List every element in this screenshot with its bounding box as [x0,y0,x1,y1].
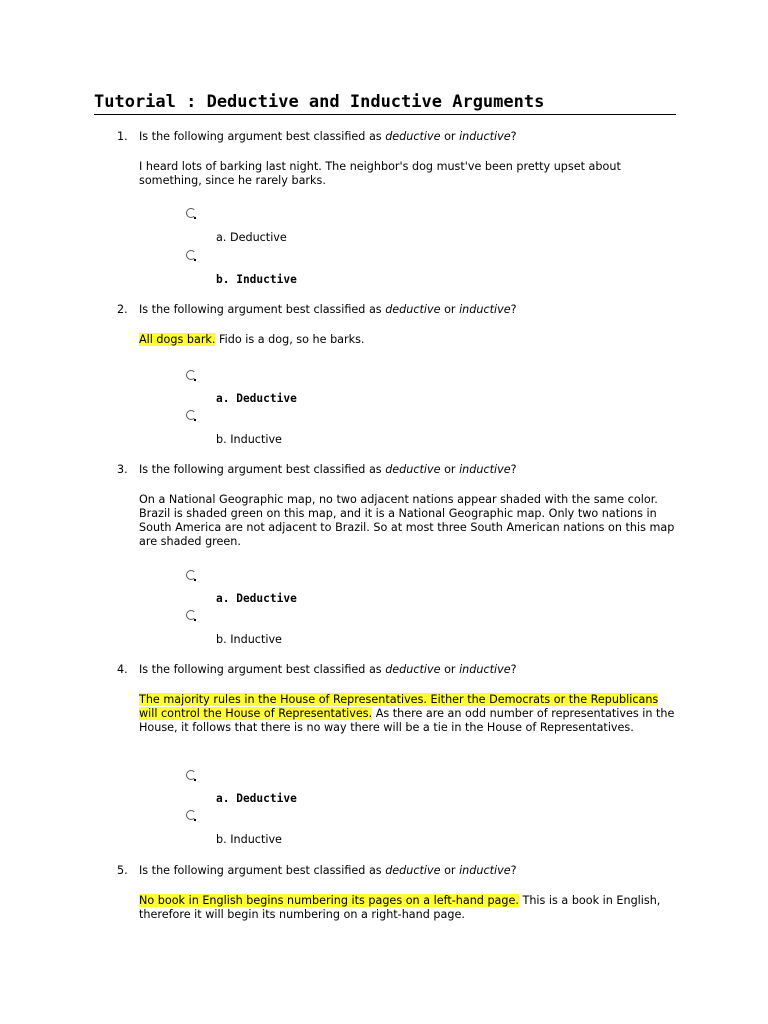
question-4 [117,663,697,677]
question-prompt-pre: Is the following argument best classified as [139,303,386,316]
passage-text: On a National Geographic map, no two adjacent nations appear shaded with the same color. Brazil is shaded green on this map, and it is a National Geographic map. Only two nations in South America are not adjacent to Brazil. So at most three South American nations on this map are shaded green. [139,493,675,548]
radio-option-a[interactable] [186,208,196,218]
prompt-post: ? [510,463,517,476]
question-number: 3. [117,463,128,476]
term-inductive: inductive [459,303,511,316]
question-prompt-pre: Is the following argument best classified as [139,130,386,143]
term-deductive: deductive [385,130,441,143]
passage-2 [139,333,679,347]
question-1 [117,130,697,144]
question-number: 4. [117,663,128,676]
prompt-post: ? [510,663,517,676]
term-inductive: inductive [459,663,511,676]
passage-text: Fido is a dog, so he barks. [215,333,365,346]
prompt-or: or [440,663,460,676]
radio-option-b[interactable] [186,810,196,820]
option-b-label: b. Inductive [216,833,282,846]
option-b-label: b. Inductive [216,433,282,446]
option-b-label-selected: b. Inductive [216,273,297,286]
radio-option-b[interactable] [186,250,196,260]
radio-option-a[interactable] [186,570,196,580]
radio-option-b[interactable] [186,410,196,420]
term-deductive: deductive [385,663,441,676]
option-b-label: b. Inductive [216,633,282,646]
passage-1 [139,160,679,188]
question-5 [117,864,697,878]
highlighted-premise: No book in English begins numbering its pages on a left-hand page. [139,894,519,907]
term-inductive: inductive [459,130,511,143]
option-a-label-selected: a. Deductive [216,592,297,605]
prompt-post: ? [510,130,517,143]
option-a-label: a. Deductive [216,231,287,244]
prompt-or: or [440,864,460,877]
term-deductive: deductive [385,463,441,476]
question-3 [117,463,697,477]
prompt-post: ? [510,864,517,877]
question-prompt-pre: Is the following argument best classified as [139,463,386,476]
term-inductive: inductive [459,463,511,476]
page-title: Tutorial : Deductive and Inductive Arguments [94,92,676,115]
prompt-or: or [440,303,460,316]
passage-3 [139,493,679,549]
highlighted-premise: All dogs bark. [139,333,216,346]
question-prompt-pre: Is the following argument best classified as [139,663,386,676]
question-number: 1. [117,130,128,143]
option-a-label-selected: a. Deductive [216,392,297,405]
question-prompt-pre: Is the following argument best classified as [139,864,386,877]
highlighted-premise: The majority rules in the House of Representatives. Either the Democrats or the Republicans will control the House of Representatives. [139,693,659,720]
radio-option-a[interactable] [186,770,196,780]
option-a-label-selected: a. Deductive [216,792,297,805]
prompt-post: ? [510,303,517,316]
term-inductive: inductive [459,864,511,877]
radio-option-b[interactable] [186,610,196,620]
question-number: 2. [117,303,128,316]
passage-4 [139,693,679,735]
radio-option-a[interactable] [186,370,196,380]
question-number: 5. [117,864,128,877]
passage-5 [139,894,679,922]
term-deductive: deductive [385,303,441,316]
passage-text: As there are an odd number of representatives in the House, it follows that there is no way there will be a tie in the House of Representatives. [139,707,675,734]
prompt-or: or [440,463,460,476]
term-deductive: deductive [385,864,441,877]
passage-text: I heard lots of barking last night. The neighbor's dog must've been pretty upset about something, since he rarely barks. [139,160,621,187]
passage-text: This is a book in English, therefore it will begin its numbering on a right-hand page. [139,894,661,921]
prompt-or: or [440,130,460,143]
question-2 [117,303,697,317]
